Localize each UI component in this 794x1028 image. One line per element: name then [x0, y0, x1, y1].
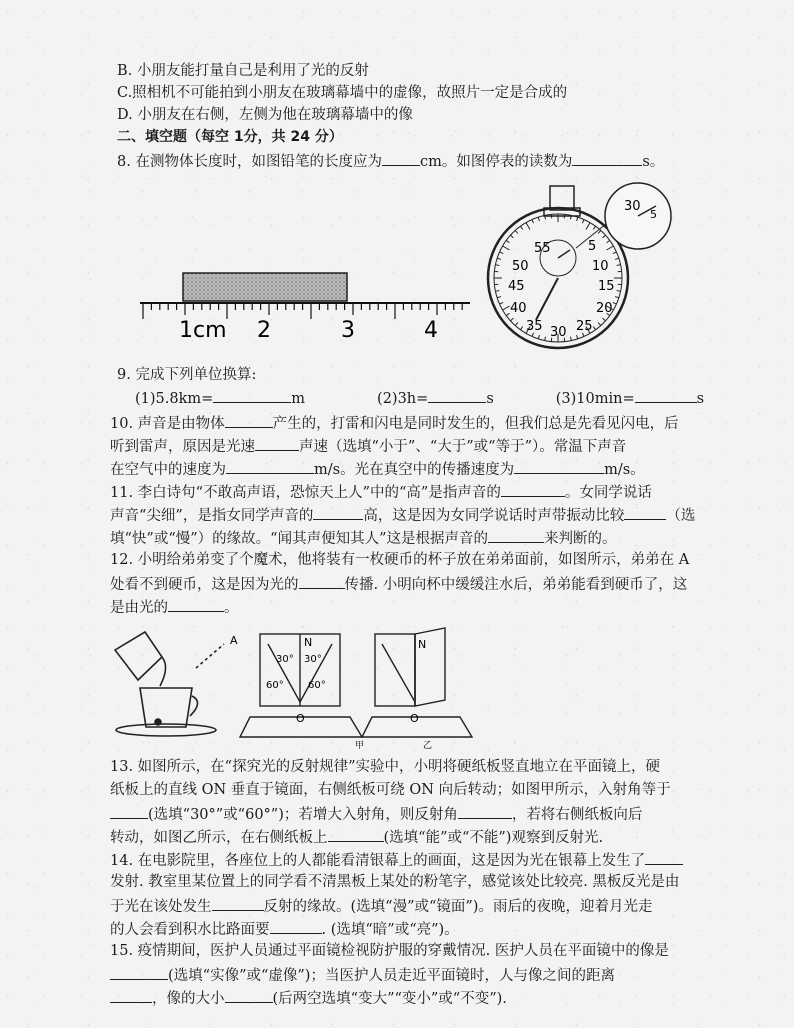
ruler-label-4: 4 [424, 318, 438, 343]
q11-blank-3[interactable] [624, 503, 666, 520]
question-15-line-3 [110, 986, 507, 1010]
stopwatch-tick [598, 230, 601, 233]
stopwatch-tick [515, 323, 518, 326]
q14-text: 于光在该处发生 [110, 899, 212, 915]
question-15-line-1: 15. 疫情期间，医护人员通过平面镜检视防护服的穿戴情况. 医护人员在平面镜中的像是 [110, 943, 669, 959]
stopwatch-tick [598, 323, 601, 326]
question-13-line-4 [110, 825, 603, 849]
stopwatch-tick [515, 230, 518, 233]
q15-blank-1[interactable] [110, 963, 168, 980]
stopwatch-tick [577, 217, 578, 221]
q10-blank-3[interactable] [226, 457, 314, 474]
label-60-left: 60° [266, 680, 284, 691]
question-12-line-1: 12. 小明给弟弟变了个魔术，他将装有一枚硬币的杯子放在弟弟面前，如图所示，弟弟在 A [110, 552, 690, 568]
q10-blank-4[interactable] [514, 457, 604, 474]
question-9-title: 9. 完成下列单位换算: [117, 367, 257, 383]
pitcher [115, 632, 162, 680]
q11-blank-2[interactable] [313, 503, 363, 520]
stopwatch-tick [526, 223, 530, 230]
q14-blank-2[interactable] [212, 894, 264, 911]
q9-unit-3: s [696, 391, 705, 407]
second-hand [536, 278, 558, 320]
stopwatch-tick [497, 297, 501, 298]
q11-text: （选 [666, 508, 696, 524]
ruler-ticks [143, 303, 462, 319]
stopwatch-tick [603, 318, 606, 321]
stopwatch-tick [506, 313, 509, 315]
label-o-yi: O [410, 712, 419, 725]
point-a-label: A [230, 634, 238, 647]
label-o-jia: O [296, 712, 305, 725]
option-d: D. 小朋友在右侧，左侧为他在玻璃幕墙中的像 [117, 107, 413, 123]
q10-text: m/s。 [604, 462, 645, 478]
q11-blank-1[interactable] [501, 480, 565, 497]
question-14-line-1 [110, 848, 683, 872]
stopwatch-tick [532, 220, 534, 224]
q9-part-3: (3)10min= [555, 391, 635, 407]
stopwatch-tick [613, 302, 617, 304]
question-13-line-2: 纸板上的直线 ON 垂直于镜面，右侧纸板可绕 ON 向后转动；如图甲所示，入射角等于 [110, 782, 671, 798]
q11-text: 填“快”或“慢”）的缘故。“闻其声便知其人”这是根据声音的 [110, 531, 488, 547]
stopwatch-tick [497, 258, 501, 259]
q10-blank-2[interactable] [255, 434, 299, 451]
label-60-right: 60° [308, 680, 326, 691]
q10-blank-1[interactable] [225, 411, 273, 428]
q13-text: 转动，如图乙所示，在右侧纸板上 [110, 830, 328, 846]
coin [155, 719, 161, 725]
question-12-line-3 [110, 595, 239, 619]
stopwatch-tick [545, 337, 546, 341]
stopwatch-tick [606, 246, 613, 250]
stopwatch-tick [520, 226, 522, 229]
stopwatch-tick [503, 306, 510, 310]
sw-label-35: 35 [526, 319, 543, 334]
stopwatch-figure [480, 178, 700, 353]
q14-text: 反射的缘故。(选填“漫”或“镜面”)。雨后的夜晚，迎着月光走 [263, 899, 653, 915]
q11-text: 来判断的。 [543, 531, 617, 547]
q11-text: 高，这是因为女同学说话时声带振动比较 [363, 508, 625, 524]
q10-text: 听到雷声，原因是光速 [110, 439, 255, 455]
q8-text-1: 8. 在测物体长度时，如图铅笔的长度应为 [117, 154, 382, 170]
stopwatch-tick [495, 265, 499, 266]
q15-text: (选填“实像”或“虚像”)；当医护人员走近平面镜时，人与像之间的距离 [168, 968, 615, 984]
ruler-label-1cm: 1cm [179, 318, 227, 343]
water-stream [160, 657, 166, 686]
q9-part-2: (2)3h= [377, 391, 429, 407]
q14-blank-1[interactable] [645, 848, 683, 865]
stopwatch-tick [500, 302, 504, 304]
q10-text: 声速（选填“小于”、“大于”或“等于”）。常温下声音 [299, 439, 627, 455]
q13-text: (选填“能”或“不能”)观察到反射光. [383, 830, 604, 846]
q11-text: 11. 李白诗句“不敢高声语，恐惊天上人”中的“高”是指声音的 [110, 485, 501, 501]
question-9-items [135, 386, 704, 410]
question-10-line-3 [110, 457, 645, 481]
sw-label-30: 30 [550, 325, 567, 340]
stopwatch-tick [607, 240, 610, 242]
incident-ray-yi [382, 644, 415, 702]
question-14-line-4 [110, 917, 459, 941]
stopwatch-tick [570, 337, 571, 341]
question-15-line-2 [110, 963, 615, 987]
q14-blank-3[interactable] [270, 917, 322, 934]
sw-label-10: 10 [592, 259, 609, 274]
stopwatch-tick [617, 265, 621, 266]
question-10-line-2 [110, 434, 626, 458]
cup-handle [190, 696, 198, 716]
inset-label-30: 30 [624, 199, 641, 214]
label-30-left: 30° [276, 654, 294, 665]
q13-text: ，若将右侧纸板向后 [511, 807, 643, 823]
q14-text: 14. 在电影院里，各座位上的人都能看清银幕上的画面，这是因为光在银幕上发生了 [110, 853, 646, 869]
q8-blank-length[interactable] [382, 149, 420, 166]
stopwatch-tick [495, 290, 499, 291]
label-yi: 乙 [423, 741, 433, 751]
pitcher-and-cup [115, 632, 224, 736]
stopwatch-tick [603, 235, 606, 238]
sw-label-45: 45 [508, 279, 525, 294]
label-jia: 甲 [355, 741, 365, 751]
q15-text: ，像的大小 [152, 991, 225, 1007]
q13-text: (选填“30°”或“60°”)；若增大入射角，则反射角 [148, 807, 458, 823]
stopwatch-tick [510, 318, 513, 321]
q15-text: (后两空选填“变大”“变小”或“不变”). [272, 991, 507, 1007]
q12-blank-2[interactable] [168, 595, 224, 612]
sight-line [196, 644, 224, 668]
stopwatch-tick [586, 223, 590, 230]
question-13-line-1: 13. 如图所示，在“探究光的反射规律”实验中，小明将硬纸板竖直地立在平面镜上，硬 [110, 759, 660, 775]
q9-unit-2: s [486, 391, 494, 407]
pencil [183, 273, 347, 301]
stopwatch-tick [615, 297, 619, 298]
section-title: 二、填空题（每空 1分，共 24 分） [117, 129, 343, 145]
q8-text-3: s。 [642, 154, 665, 170]
question-11-line-3 [110, 526, 616, 550]
stopwatch-tick [615, 258, 619, 259]
ruler-figure [135, 265, 475, 345]
question-13-line-3 [110, 802, 642, 826]
stopwatch-tick [503, 246, 510, 250]
stopwatch-tick [593, 226, 595, 229]
question-10-line-1 [110, 411, 679, 435]
q8-text-2: cm。如图停表的读数为 [419, 154, 573, 170]
sw-label-20: 20 [596, 301, 613, 316]
label-n-yi: N [418, 638, 427, 651]
q11-text: 声音“尖细”，是指女同学声音的 [110, 508, 314, 524]
q9-blank-2[interactable] [428, 386, 486, 403]
stopwatch-tick [538, 217, 539, 221]
stopwatch-tick [593, 327, 595, 330]
stopwatch-tick [617, 290, 621, 291]
saucer [116, 724, 216, 736]
question-14-line-2: 发射. 教室里某位置上的同学看不清黑板上某处的粉笔字，感觉该处比较亮. 黑板反光是由 [110, 874, 680, 890]
cardboard-left-yi [375, 634, 415, 706]
q8-blank-time[interactable] [572, 149, 642, 166]
q10-text: m/s。光在真空中的传播速度为 [314, 462, 515, 478]
incident-ray-jia [268, 644, 300, 702]
stopwatch-tick [510, 235, 513, 238]
inset-label-5: 5 [650, 208, 657, 221]
q11-text: 。女同学说话 [564, 485, 652, 501]
option-c: C.照相机不可能拍到小朋友在玻璃幕墙中的虚像，故照片一定是合成的 [117, 85, 568, 101]
q14-text: 的人会看到积水比路面要 [110, 922, 270, 938]
q14-text: . (选填“暗”或“亮”)。 [321, 922, 459, 938]
q15-blank-2[interactable] [110, 986, 152, 1003]
stopwatch-tick [520, 327, 522, 330]
minute-hand [558, 250, 570, 258]
q9-part-1: (1)5.8km= [135, 391, 214, 407]
stopwatch-tick [500, 252, 504, 254]
label-30-right: 30° [304, 654, 322, 665]
stopwatch-tick [582, 220, 584, 224]
sw-label-55: 55 [534, 241, 551, 256]
q13-blank-2[interactable] [458, 802, 512, 819]
reflection-figures [100, 622, 490, 751]
ruler-label-2: 2 [257, 318, 271, 343]
sw-label-25: 25 [576, 319, 593, 334]
stopwatch-crown [550, 186, 574, 210]
ruler-label-3: 3 [341, 318, 355, 343]
question-8 [117, 149, 664, 173]
sw-label-50: 50 [512, 259, 529, 274]
question-11-line-2 [110, 503, 695, 527]
stopwatch-tick [577, 335, 578, 339]
question-11-line-1 [110, 480, 652, 504]
q12-blank-1[interactable] [299, 572, 345, 589]
q12-text: 。 [224, 600, 239, 616]
q9-blank-1[interactable] [213, 386, 291, 403]
q11-blank-4[interactable] [488, 526, 544, 543]
sw-label-5: 5 [588, 239, 597, 254]
option-b: B. 小朋友能打量自己是利用了光的反射 [117, 63, 369, 79]
q15-blank-3[interactable] [225, 986, 273, 1003]
sw-label-40: 40 [510, 301, 527, 316]
stopwatch-tick [506, 240, 509, 242]
cup [140, 688, 192, 727]
q13-blank-3[interactable] [328, 825, 384, 842]
question-12-line-2 [110, 572, 687, 596]
stopwatch-tick [613, 252, 617, 254]
reflected-ray-jia [300, 644, 332, 702]
q9-unit-1: m [291, 391, 306, 407]
q10-text: 产生的，打雷和闪电是同时发生的，但我们总是先看见闪电，后 [272, 416, 679, 432]
q12-text: 是由光的 [110, 600, 168, 616]
sw-label-15: 15 [598, 279, 615, 294]
label-n-jia: N [304, 636, 313, 649]
q12-text: 传播. 小明向杯中缓缓注水后，弟弟能看到硬币了，这 [344, 577, 688, 593]
q12-text: 处看不到硬币，这是因为光的 [110, 577, 299, 593]
q10-text: 10. 声音是由物体 [110, 416, 225, 432]
question-14-line-3 [110, 894, 652, 918]
stopwatch-tick [538, 335, 539, 339]
q13-blank-1[interactable] [110, 802, 148, 819]
q9-blank-3[interactable] [635, 386, 697, 403]
q10-text: 在空气中的速度为 [110, 462, 226, 478]
